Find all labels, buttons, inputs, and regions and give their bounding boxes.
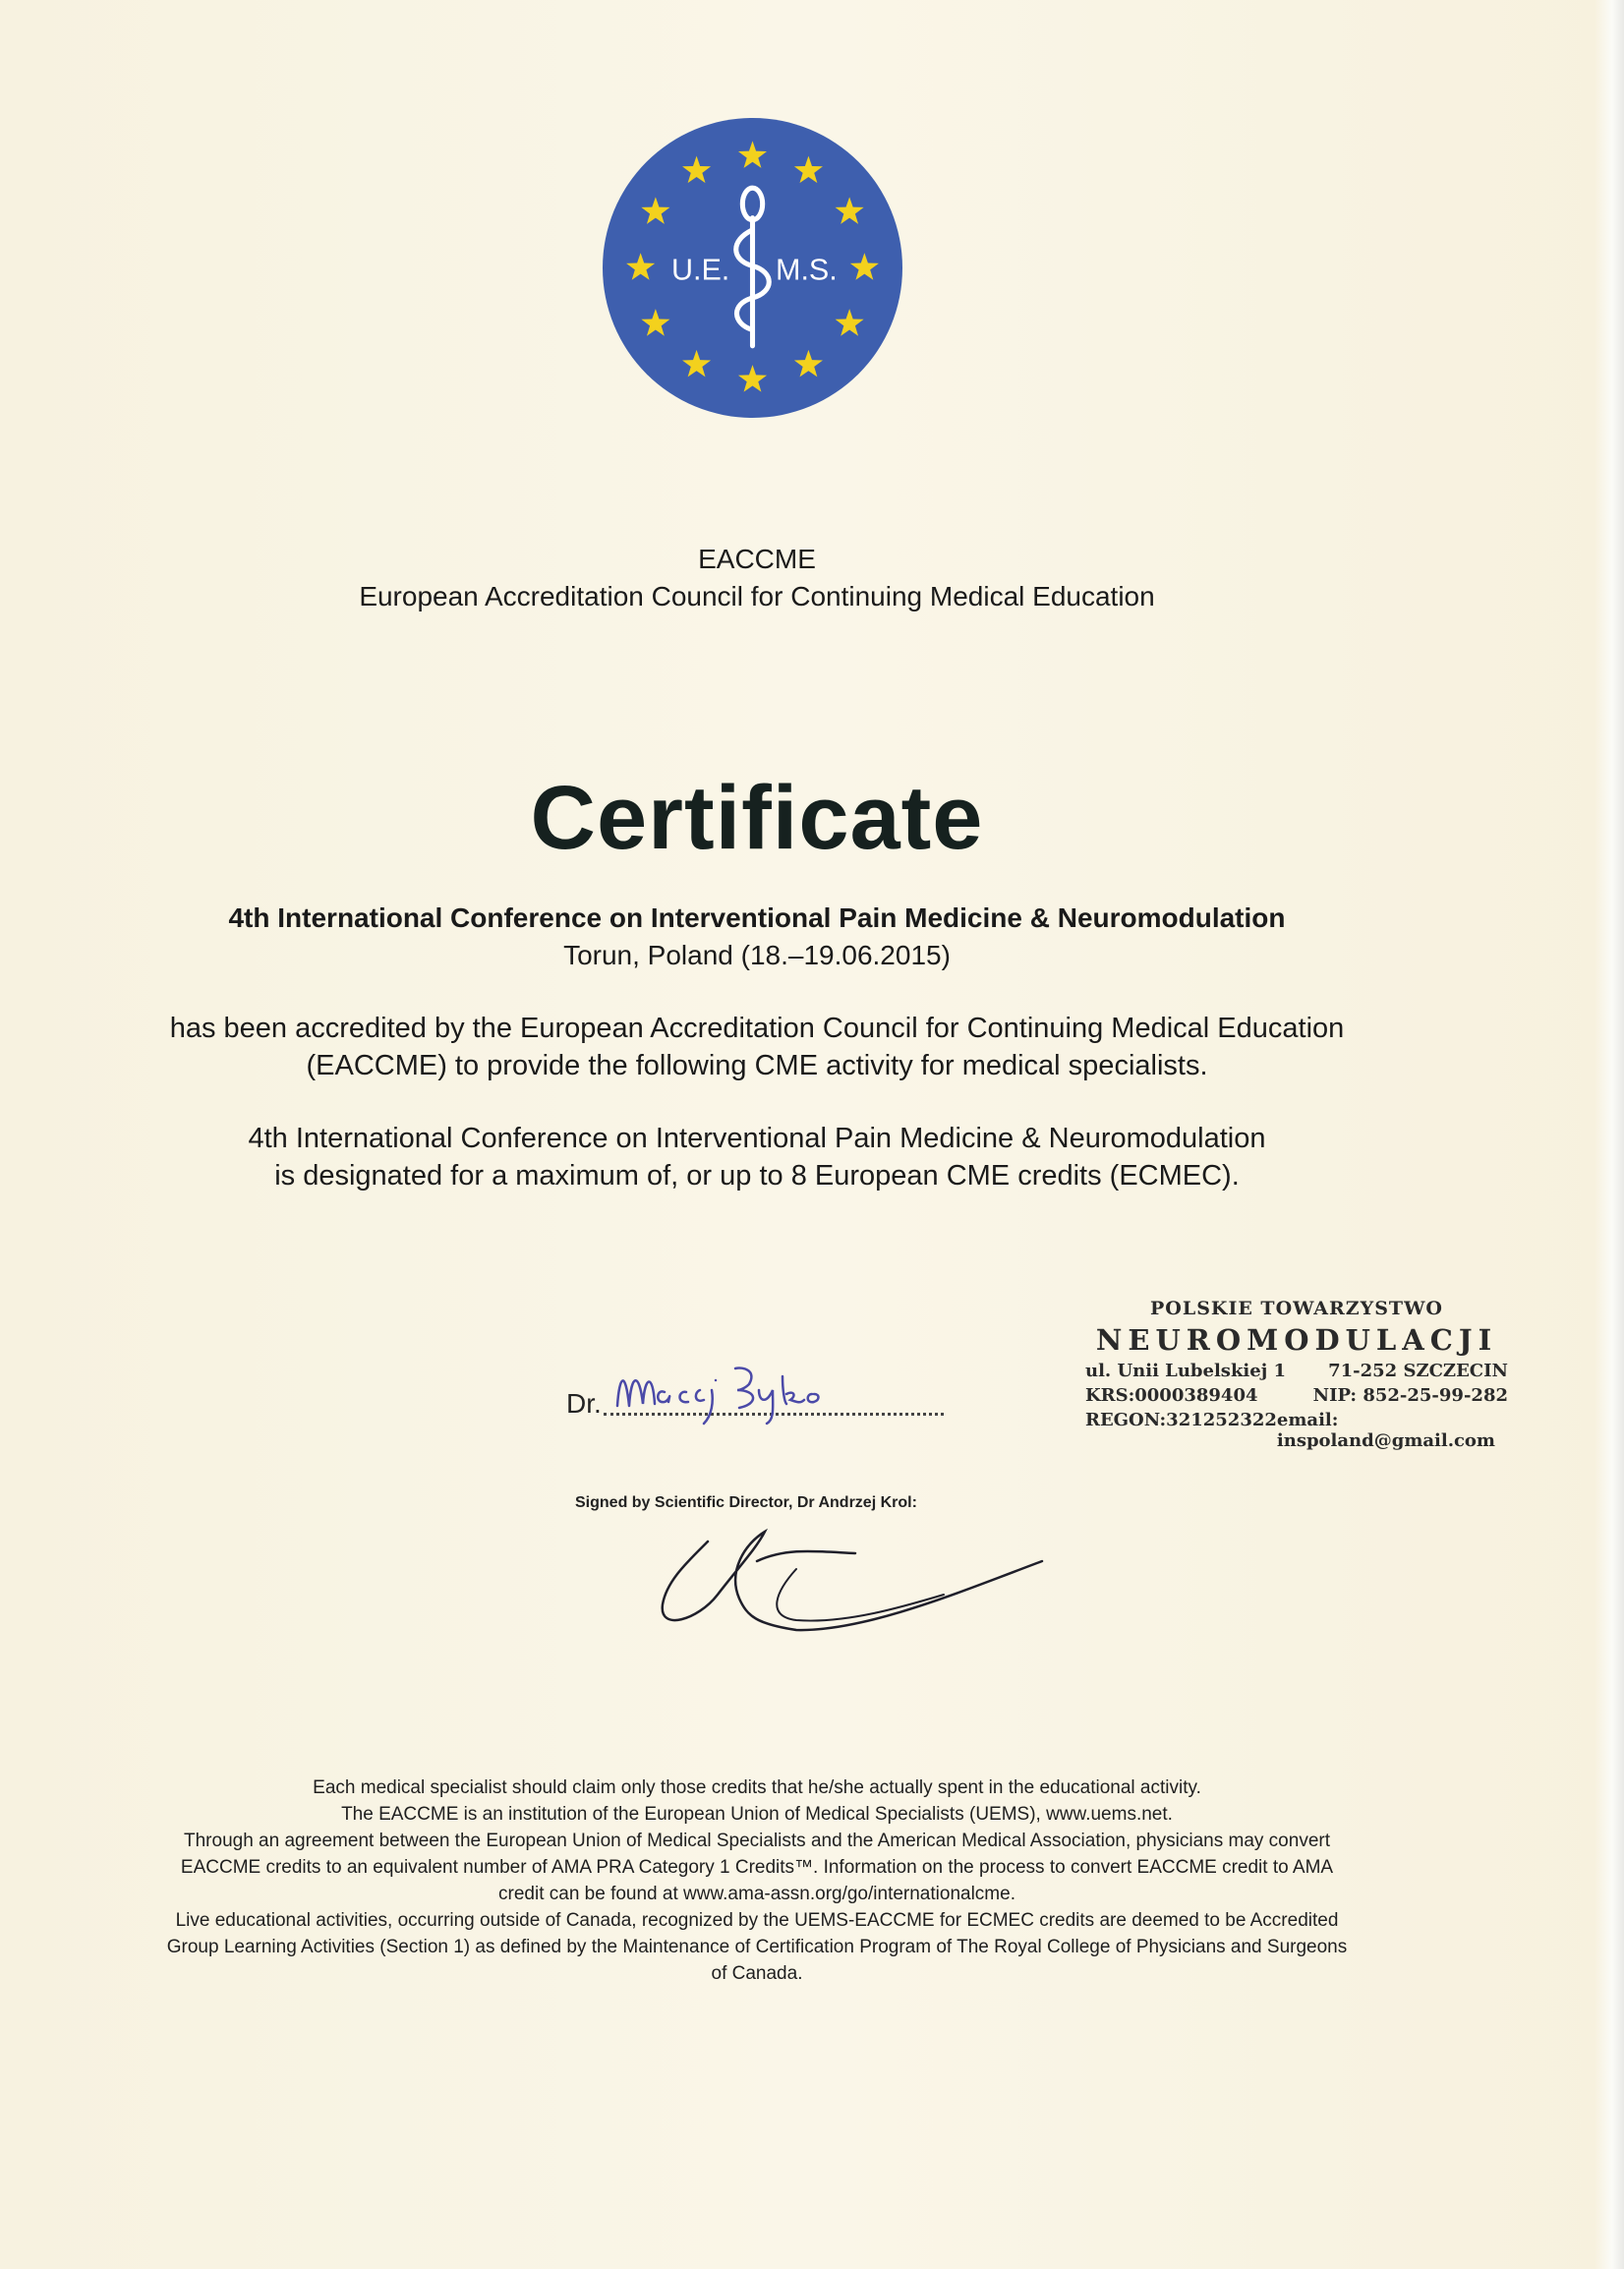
stamp-row-registry (1085, 1385, 1508, 1406)
accreditation-paragraph (0, 1010, 1514, 1084)
stamp-row-contact (1085, 1410, 1508, 1451)
stamp-regon: REGON:321252322 (1085, 1410, 1277, 1430)
logo-left-text: U.E. (670, 253, 730, 287)
footer-line-8: of Canada. (711, 1963, 803, 1984)
footer-line-4: EACCME credits to an equivalent number of AMA PRA Category 1 Credits™. Information on the process to convert EACCME credit to AMA (180, 1857, 1334, 1878)
stamp-nip: NIP: 852-25-99-282 (1312, 1385, 1508, 1406)
stamp-line-2: NEUROMODULACJI (1095, 1323, 1498, 1357)
stamp-email: email: inspoland@gmail.com (1276, 1410, 1495, 1451)
credits-line-2: is designated for a maximum of, or up to 8 European CME credits (ECMEC). (274, 1160, 1240, 1192)
council-name: European Accreditation Council for Continuing Medical Education (359, 581, 1155, 611)
logo-right-text: M.S. (776, 253, 838, 287)
director-signature (649, 1522, 1062, 1650)
footer-line-3: Through an agreement between the European Union of Medical Specialists and the American Medical Association, physicians may convert (184, 1831, 1330, 1851)
stamp-row-address (1085, 1361, 1508, 1381)
footer-notes (59, 1774, 1455, 1987)
stamp-address: ul. Unii Lubelskiej 1 (1085, 1361, 1287, 1381)
stamp-city: 71-252 SZCZECIN (1328, 1361, 1508, 1381)
credits-line-1: 4th International Conference on Interventional Pain Medicine & Neuromodulation (248, 1123, 1266, 1154)
handwritten-name-signature (609, 1347, 875, 1425)
footer-line-7: Group Learning Activities (Section 1) as defined by the Maintenance of Certification Program of The Royal College of Physicians and Surgeons (166, 1937, 1348, 1957)
scan-edge-shadow (1595, 0, 1624, 2269)
stamp-krs: KRS:0000389404 (1085, 1385, 1258, 1406)
accreditation-line-2: (EACCME) to provide the following CME activity for medical specialists. (306, 1050, 1208, 1081)
organization-stamp (1085, 1298, 1508, 1451)
certificate-title: Certificate (530, 768, 984, 868)
accreditation-line-1: has been accredited by the European Accreditation Council for Continuing Medical Education (169, 1013, 1345, 1044)
doctor-prefix: Dr. (566, 1388, 602, 1419)
footer-line-1: Each medical specialist should claim only those credits that he/she actually spent in the educational activity. (313, 1777, 1201, 1798)
council-acronym: EACCME (698, 544, 816, 574)
footer-line-6: Live educational activities, occurring outside of Canada, recognized by the UEMS-EACCME for ECMEC credits are deemed to be Accredited (175, 1910, 1339, 1931)
doctor-signature-line (566, 1347, 959, 1425)
uems-logo-icon (603, 118, 902, 418)
footer-line-5: credit can be found at www.ama-assn.org/go/internationalcme. (498, 1884, 1015, 1904)
footer-line-2: The EACCME is an institution of the European Union of Medical Specialists (UEMS), www.uems.net. (341, 1804, 1173, 1825)
conference-name: 4th International Conference on Interventional Pain Medicine & Neuromodulation (228, 902, 1286, 933)
credits-paragraph (0, 1120, 1514, 1194)
stamp-line-1: POLSKIE TOWARZYSTWO (1150, 1298, 1443, 1319)
signed-by-label: Signed by Scientific Director, Dr Andrzej Krol: (575, 1494, 917, 1511)
conference-place-date: Torun, Poland (18.–19.06.2015) (563, 940, 951, 970)
